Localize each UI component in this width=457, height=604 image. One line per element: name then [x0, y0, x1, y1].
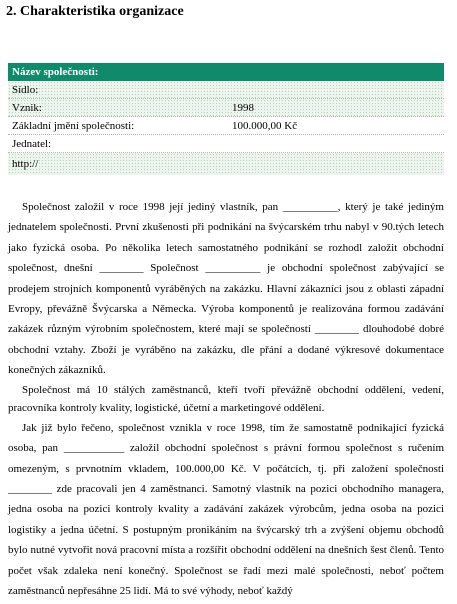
company-info-table [8, 63, 444, 175]
row-label: http:// [12, 158, 39, 170]
row-value: 1998 [232, 102, 254, 114]
table-row-director [8, 135, 444, 153]
paragraph-founding: Jak již bylo řečeno, společnost vznikla v roce 1998, tím že samostatně podnikající fyzická osoba, pan ___________ založil obchodní společnost s právní formou společnost s ručením omezeným, s prvnotním vkladem, 100.000,00 Kč. V počátcích, tj. při založení společnosti ________ zde pracovali jen 4 zaměstnanci. Samotný vlastník na pozici obchodního managera, jedna osoba na pozici kontroly kvality a zadávání zakázek výrobcům, jedna osoba na pozici logistiky a jedna účetní. S postupným pronikáním na švýcarský trh a zvýšení objemu obchodů bylo nutné vytvořit nová pracovní místa a rozšířit obchodní oddělení na dnešních šest členů. Tento počet však zdaleka není konečný. Společnost se řadí mezi malé společnosti, neboť počtem zaměstnanců nepřesáhne 25 lidí. Má to své výhody, neboť každý [8, 421, 444, 598]
table-row-website [8, 153, 444, 175]
body-text [8, 197, 444, 602]
table-row-founded [8, 99, 444, 117]
row-value: 100.000,00 Kč [232, 120, 298, 132]
table-row-seat [8, 81, 444, 99]
paragraph-company-history: Společnost založil v roce 1998 její jediný vlastník, pan __________, který je také jediným jednatelem společnosti. První zkušenosti při podnikání na švýcarském trhu nabyl v 90.tých letech jako fyzická osoba. Po několika letech samostatného podnikání se rozhodl založit obchodní společnost, dnešní ________ Společnost __________ je obchodní společnost zabývající se prodejem strojních komponentů vyráběných na zakázku. Hlavní zákazníci jsou z oblasti západní Evropy, převážně Švýcarska a Německa. Výroba komponentů je realizována formou zadávání zakázek různým výrobním společnostem, které mají se společností ________ dlouhodobé dobré obchodní vztahy. Zboží je vyráběno na zakázku, dle přání a dodané výkresové dokumentace konečných zákazníků. [8, 201, 444, 377]
row-label: Vznik: [12, 102, 42, 114]
table-header: Název společnosti: [8, 63, 444, 81]
row-label: Sídlo: [12, 84, 39, 96]
row-label: Základní jmění společnosti: [12, 120, 135, 132]
paragraph-employees: Společnost má 10 stálých zaměstnanců, kteří tvoří převážně obchodní oddělení, vedení, pracovníka kontroly kvality, logistické, účetní a marketingové oddělení. [8, 383, 444, 415]
row-label: Jednatel: [12, 138, 52, 150]
table-row-capital [8, 117, 444, 135]
section-title: 2. Charakteristika organizace [6, 4, 184, 19]
